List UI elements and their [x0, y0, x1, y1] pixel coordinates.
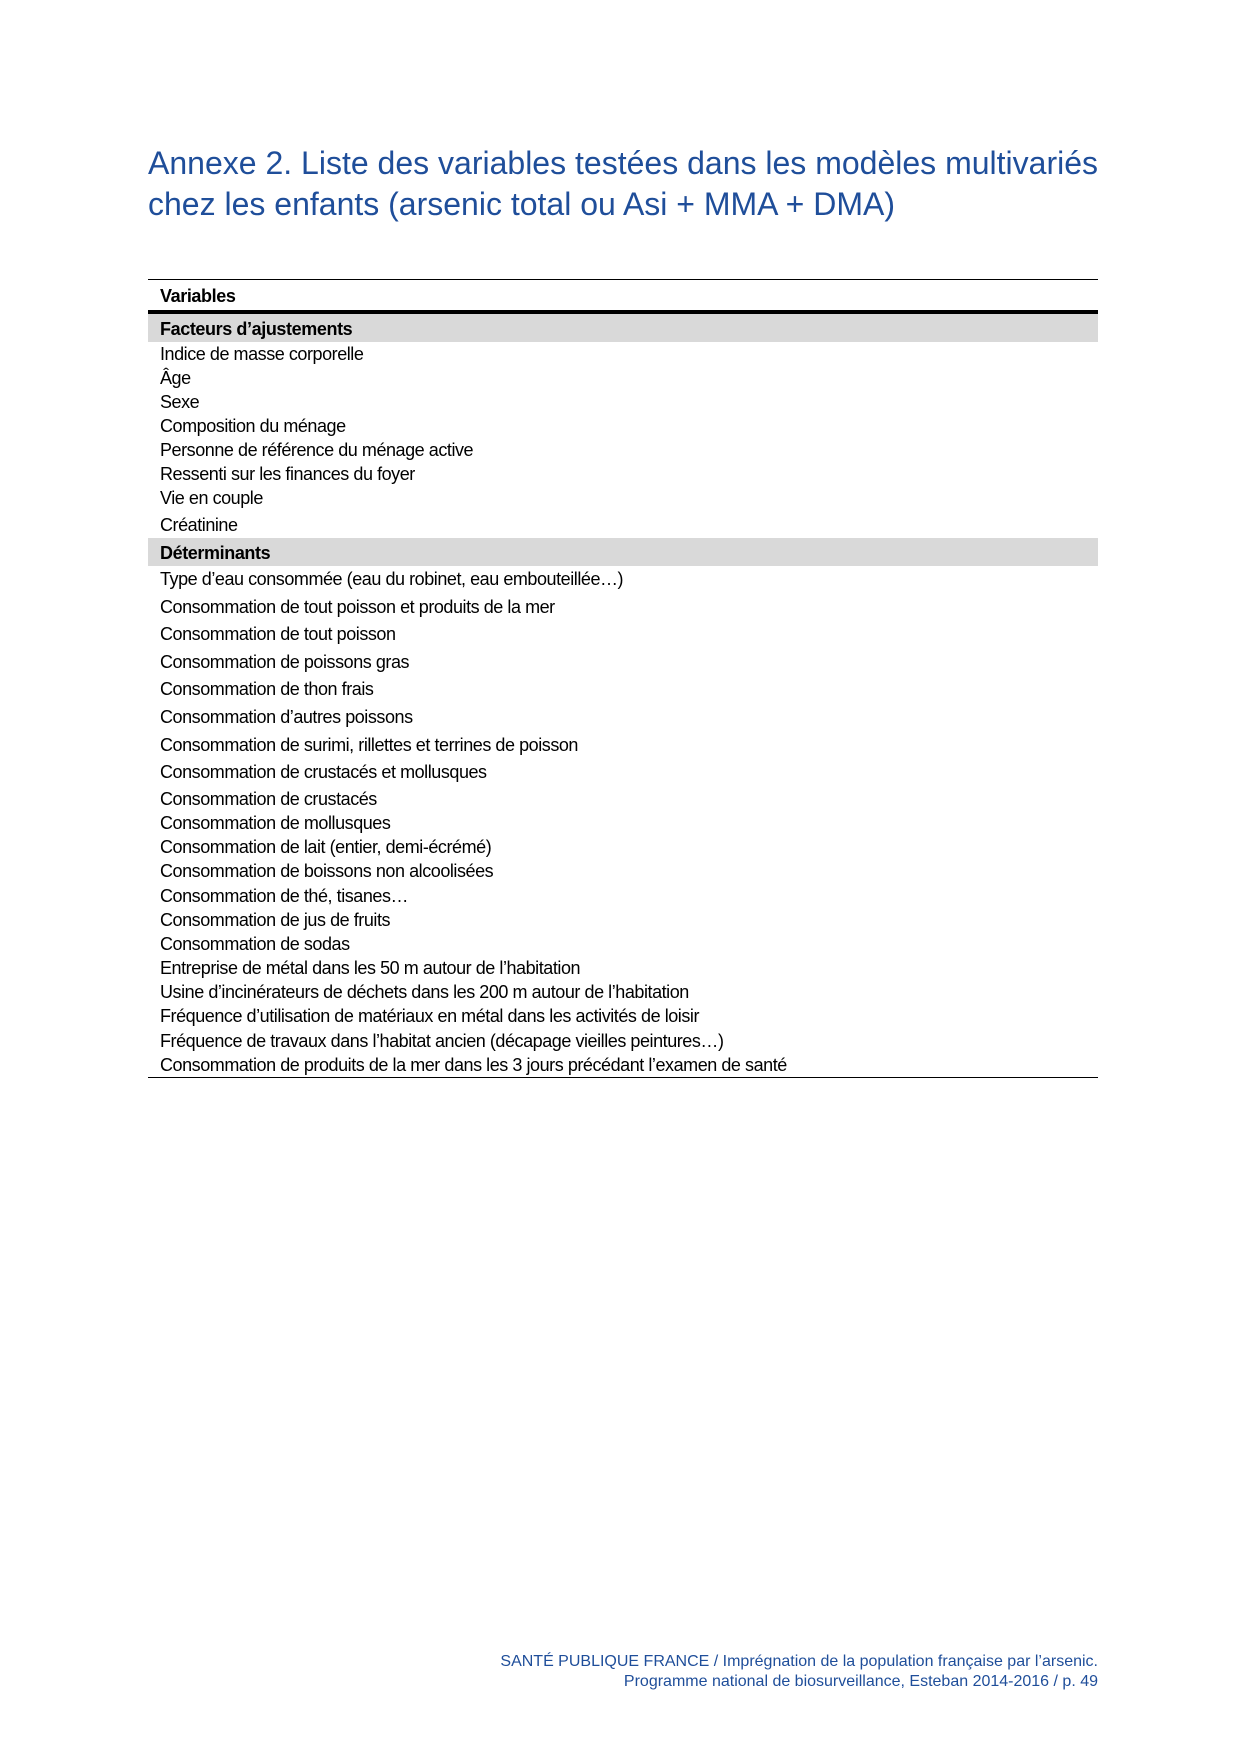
section-header: Déterminants [148, 538, 1098, 566]
table-row: Consommation d’autres poissons [160, 706, 413, 727]
table-row: Consommation de thon frais [160, 679, 374, 700]
table-row: Composition du ménage [160, 416, 346, 436]
table-column-header: Variables [148, 280, 1098, 314]
footer-line-1: SANTÉ PUBLIQUE FRANCE / Imprégnation de la population française par l’arsenic. [500, 1653, 1098, 1670]
table-row: Consommation de sodas [160, 933, 350, 954]
variables-table [148, 279, 1098, 1078]
table-row: Consommation de boissons non alcoolisées [160, 861, 494, 882]
footer-line-2: Programme national de biosurveillance, Esteban 2014-2016 / p. 49 [623, 1673, 1098, 1690]
page-footer [500, 1652, 1098, 1692]
section-facteurs-ajustements [148, 314, 1098, 538]
table-row: Consommation de thé, tisanes… [160, 885, 409, 906]
table-row: Consommation de crustacés [160, 788, 377, 809]
table-row: Consommation de jus de fruits [160, 909, 391, 930]
table-row: Consommation de poissons gras [160, 651, 410, 672]
table-row: Consommation de produits de la mer dans les 3 jours précédant l’examen de santé [160, 1054, 787, 1075]
section-header: Facteurs d’ajustements [148, 314, 1098, 342]
table-row: Ressenti sur les finances du foyer [160, 464, 415, 484]
table-row: Fréquence de travaux dans l’habitat ancien (décapage vieilles peintures…) [160, 1030, 724, 1051]
table-row: Consommation de crustacés et mollusques [160, 762, 487, 783]
table-row: Consommation de lait (entier, demi-écrémé) [160, 837, 492, 858]
table-row: Personne de référence du ménage active [160, 440, 474, 460]
table-row: Usine d’incinérateurs de déchets dans les 200 m autour de l’habitation [160, 982, 689, 1003]
section-determinants [148, 538, 1098, 1077]
table-row: Type d’eau consommée (eau du robinet, eau embouteillée…) [160, 569, 624, 589]
table-row: Consommation de tout poisson et produits de la mer [160, 596, 555, 617]
table-row: Indice de masse corporelle [160, 344, 364, 364]
table-row: Créatinine [160, 515, 238, 535]
table-row: Consommation de mollusques [160, 812, 391, 833]
table-row: Consommation de surimi, rillettes et terrines de poisson [160, 734, 578, 755]
table-row: Entreprise de métal dans les 50 m autour de l’habitation [160, 958, 581, 979]
table-row: Âge [160, 368, 191, 388]
table-row: Sexe [160, 392, 200, 412]
table-row: Vie en couple [160, 488, 263, 508]
table-row: Consommation de tout poisson [160, 624, 396, 645]
page-title: Annexe 2. Liste des variables testées dans les modèles multivariés chez les enfants (arsenic total ou Asi + MMA + DMA) [148, 145, 1098, 222]
table-row: Fréquence d’utilisation de matériaux en métal dans les activités de loisir [160, 1006, 699, 1027]
